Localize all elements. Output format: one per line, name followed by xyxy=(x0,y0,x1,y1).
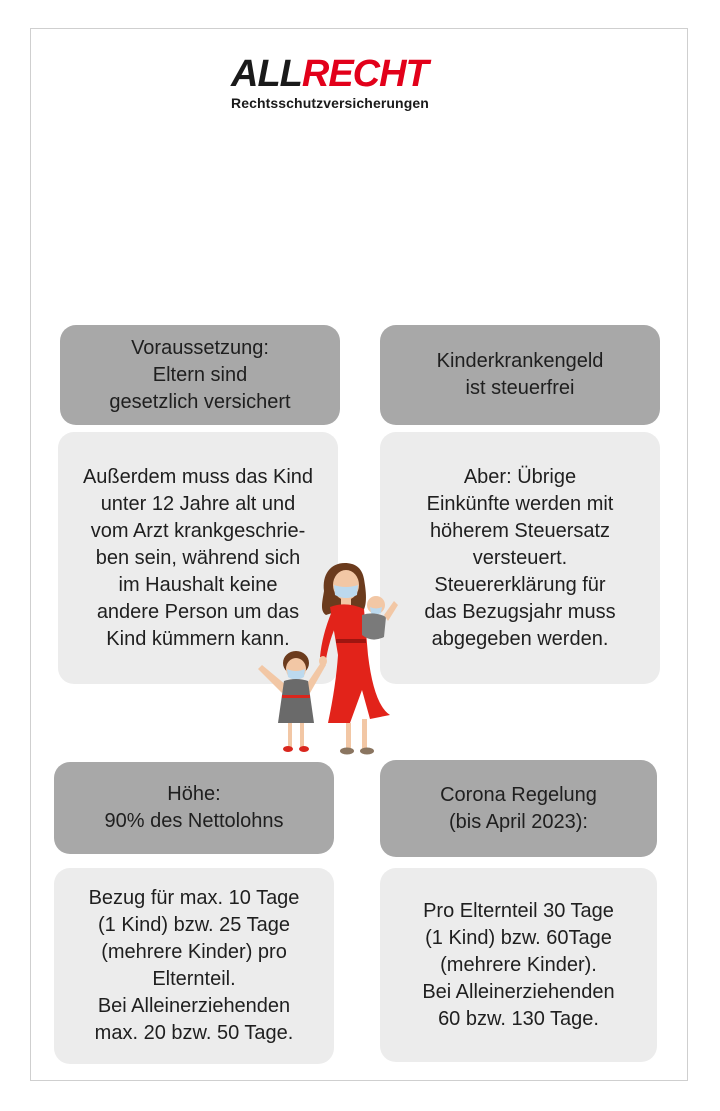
corona-details xyxy=(380,868,657,1062)
logo-all: ALL xyxy=(231,53,302,95)
duration-details xyxy=(54,868,334,1064)
logo-wordmark xyxy=(231,55,471,93)
requirement-details-text: Außerdem muss das Kind unter 12 Jahre alt und vom Arzt krankgeschrie- ben sein, während sich im Haushalt keine andere Person um das Kind kümmern kann. xyxy=(82,465,314,650)
amount-heading xyxy=(54,762,334,854)
allrecht-logo xyxy=(231,55,471,115)
tax-details xyxy=(380,432,660,684)
duration-details-text: Bezug für max. 10 Tage (1 Kind) bzw. 25 Tage (mehrere Kinder) pro Elternteil. Bei Alleinerziehenden max. 20 bzw. 50 Tage. xyxy=(88,887,300,1044)
tax-details-text: Aber: Übrige Einkünfte werden mit höherem Steuersatz versteuert. Steuererklärung für das Bezugsjahr muss abgegeben werden. xyxy=(424,465,616,650)
logo-tagline: Rechtsschutzversicherungen xyxy=(231,95,429,111)
logo-recht: RECHT xyxy=(301,53,428,95)
corona-heading xyxy=(380,760,657,857)
amount-heading-text: Höhe: 90% des Nettolohns xyxy=(104,783,284,832)
mother-with-children-masks-icon xyxy=(250,555,400,760)
corona-heading-text: Corona Regelung (bis April 2023): xyxy=(440,783,597,833)
tax-free-heading-text: Kinderkrankengeld ist steuerfrei xyxy=(436,350,604,399)
requirement-heading xyxy=(60,325,340,425)
tax-free-heading xyxy=(380,325,660,425)
requirement-heading-text: Voraussetzung: Eltern sind gesetzlich versichert xyxy=(109,336,291,413)
corona-details-text: Pro Elternteil 30 Tage (1 Kind) bzw. 60Tage (mehrere Kinder). Bei Alleinerziehenden 60 bzw. 130 Tage. xyxy=(422,899,615,1030)
